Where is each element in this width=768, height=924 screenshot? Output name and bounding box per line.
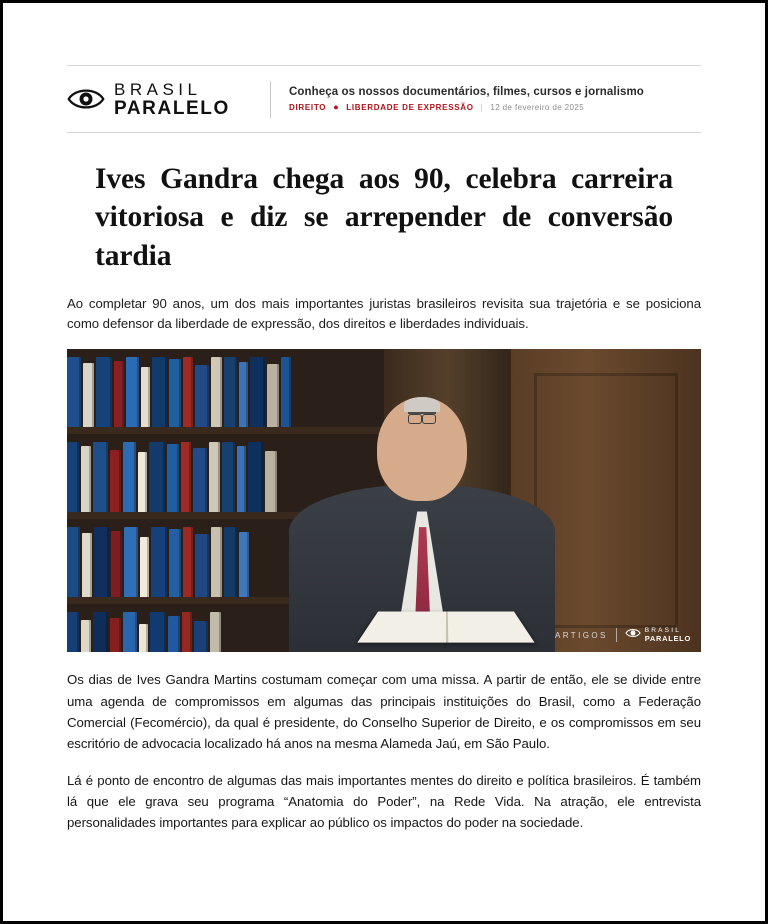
article-paragraph: Lá é ponto de encontro de algumas das mais importantes mentes do direito e política brasileiros. É também lá que ele grava seu programa “Anatomia do Poder”, na Rede Vida. Na atração, ele entrevista personalidades importantes para explicar ao público os impactos do poder na sociedade. bbox=[67, 772, 701, 831]
brasil-paralelo-eye-logo-icon bbox=[67, 84, 105, 114]
head bbox=[377, 397, 468, 501]
hero-brand-logo bbox=[625, 626, 691, 644]
publish-date: 12 de fevereiro de 2025 bbox=[490, 103, 585, 112]
article-body bbox=[67, 669, 701, 834]
hero-image bbox=[67, 349, 701, 652]
category-tag-liberdade[interactable]: LIBERDADE DE EXPRESSÃO bbox=[346, 103, 474, 112]
hero-brand-line-1: BRASIL bbox=[644, 626, 682, 634]
page-title: Ives Gandra chega aos 90, celebra carreira vitoriosa e diz se arrepender de conversão tardia bbox=[95, 163, 673, 272]
hero-credit-label: ARTIGOS bbox=[555, 630, 608, 640]
brand-wordmark bbox=[114, 81, 230, 118]
article-container bbox=[3, 3, 765, 921]
glasses-icon bbox=[408, 412, 435, 421]
category-tag-direito[interactable]: DIREITO bbox=[289, 103, 327, 112]
hero-brand-wordmark bbox=[645, 628, 691, 643]
meta-separator: | bbox=[480, 103, 484, 112]
brasil-paralelo-eye-logo-icon-small bbox=[625, 626, 641, 644]
open-book bbox=[357, 611, 535, 642]
bullet-separator-icon: ● bbox=[333, 102, 340, 112]
hero-illustration bbox=[67, 349, 701, 652]
header-meta bbox=[271, 86, 644, 112]
article-meta-row bbox=[289, 103, 644, 112]
portrait-subject bbox=[289, 392, 555, 653]
article-paragraph: Os dias de Ives Gandra Martins costumam começar com uma missa. A partir de então, ele se divide entre uma agenda de compromissos em algumas das principais instituições do Brasil, como a Federação Comercial (Fecomércio), da qual é presidente, do Conselho Superior de Direito, e os compromissos em seu escritório de advocacia localizado há anos na mesma Alameda Jaú, em São Paulo. bbox=[67, 672, 701, 752]
hero-brand-line-2: PARALELO bbox=[644, 633, 691, 643]
site-tagline: Conheça os nossos documentários, filmes, cursos e jornalismo bbox=[289, 86, 644, 98]
hero-credit-divider bbox=[616, 628, 617, 642]
hero-credit-badge bbox=[555, 626, 691, 644]
brand-line-1: BRASIL bbox=[114, 79, 202, 99]
brand-logo[interactable] bbox=[67, 81, 271, 118]
site-header bbox=[67, 65, 701, 133]
article-standfirst: Ao completar 90 anos, um dos mais importantes juristas brasileiros revisita sua trajetória e se posiciona como defensor da liberdade de expressão, dos direitos e liberdades individuais. bbox=[67, 296, 701, 332]
hair bbox=[404, 397, 440, 413]
brand-line-2: PARALELO bbox=[114, 97, 230, 119]
